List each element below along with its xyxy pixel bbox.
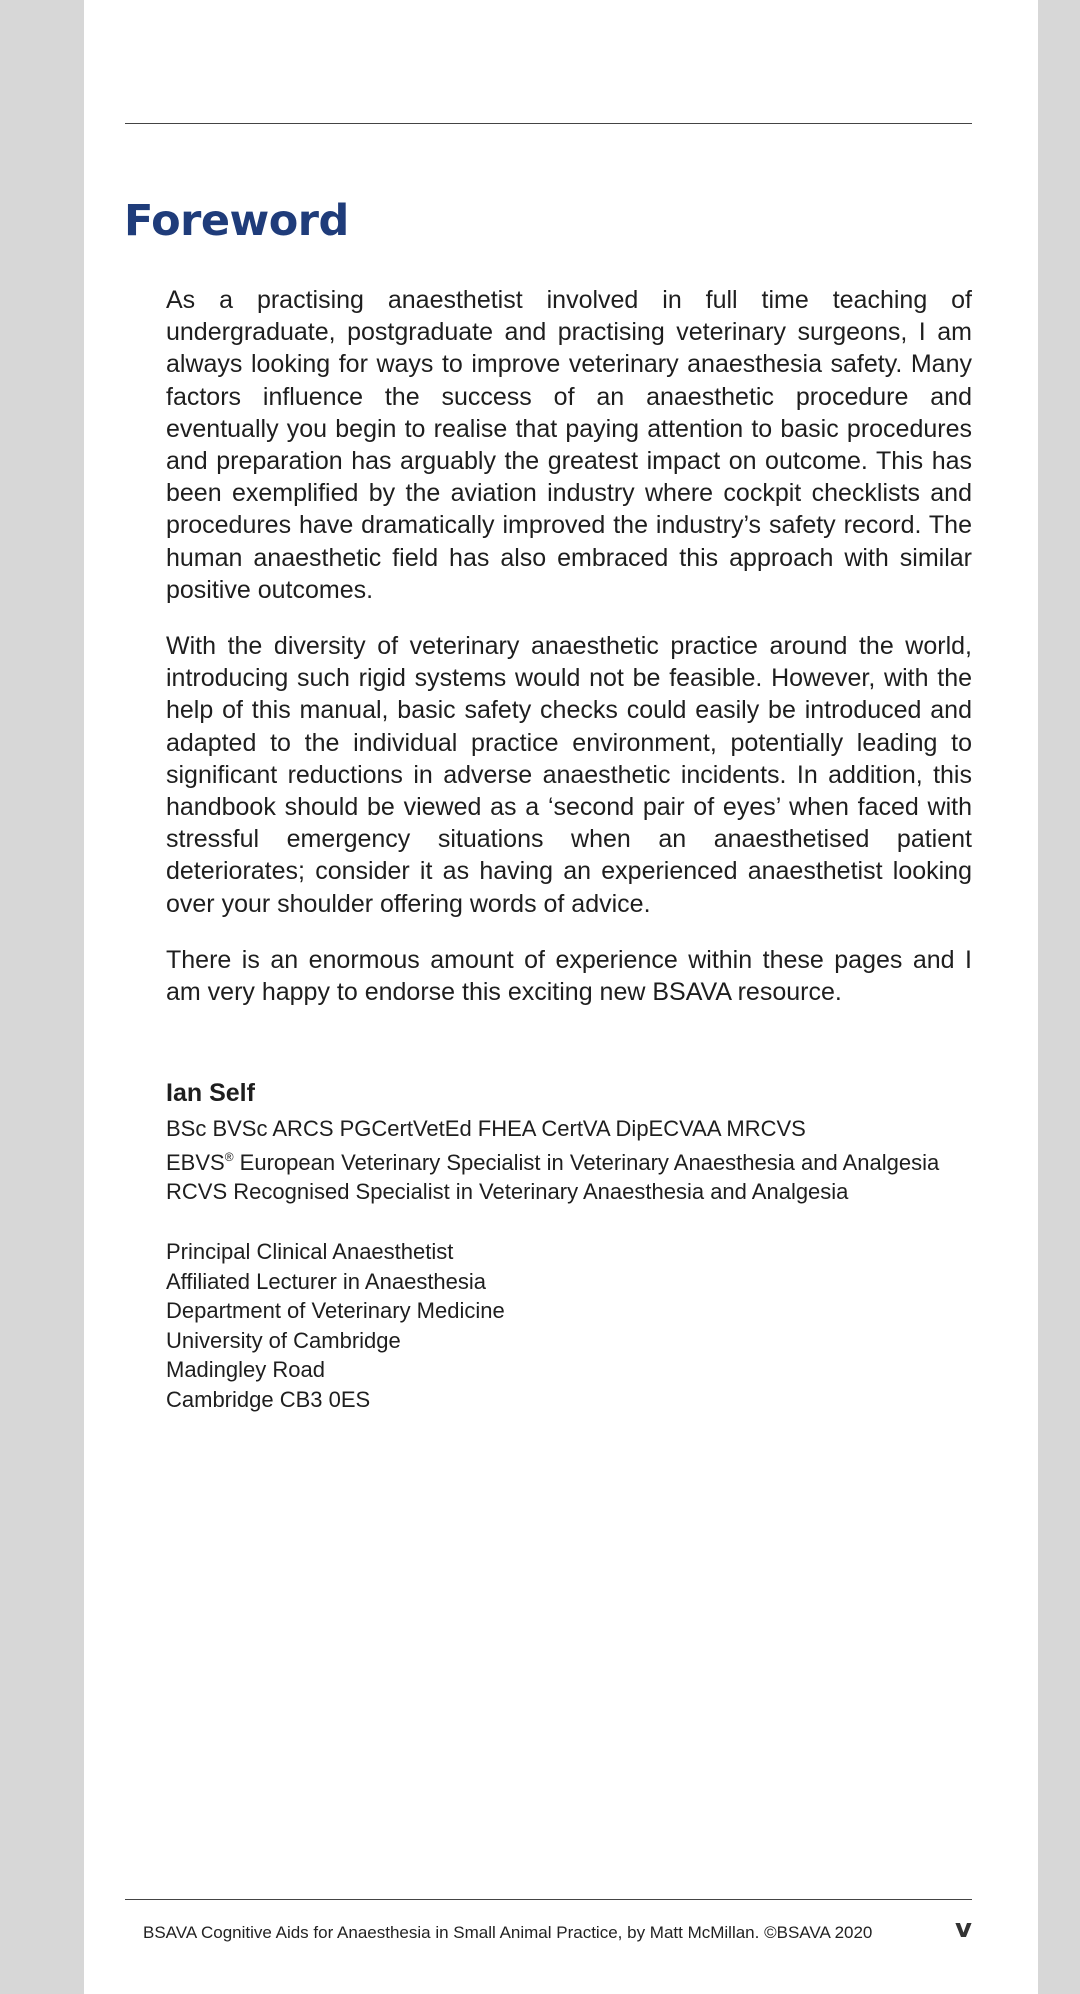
author-rcvs-specialism: RCVS Recognised Specialist in Veterinary Anaesthesia and Analgesia [166,1179,849,1204]
paragraph-3: There is an enormous amount of experience within these pages and I am very happy to endorse this exciting new BSAVA resource. [166,945,972,1007]
page-heading: Foreword [124,196,349,246]
document-page [84,0,1038,1994]
address-line: Principal Clinical Anaesthetist [166,1239,454,1264]
foreword-body [166,284,972,1032]
footer-rule [125,1899,972,1900]
address-line: Cambridge CB3 0ES [166,1386,371,1412]
author-qualifications: BSc BVSc ARCS PGCertVetEd FHEA CertVA DipECVAA MRCVS [166,1116,806,1141]
address-line: Affiliated Lecturer in Anaesthesia [166,1268,487,1294]
address-line: Department of Veterinary Medicine [166,1298,505,1323]
paragraph-2: With the diversity of veterinary anaesthetic practice around the world, introducing such rigid systems would not be feasible. However, with the help of this manual, basic safety checks could easily be introduced and adapted to the individual practice environment, potentially leading to significant reductions in adverse anaesthetic incidents. In addition, this handbook should be viewed as a ‘second pair of eyes’ when faced with stressful emergency situations when an anaesthetised patient deteriorates; consider it as having an experienced anaesthetist looking over your shoulder offering words of advice. [166,632,972,918]
address-line: Madingley Road [166,1357,325,1382]
footer-citation: BSAVA Cognitive Aids for Anaesthesia in Small Animal Practice, by Matt McMillan. ©BSAVA 2020 [143,1923,873,1942]
top-rule [125,123,972,124]
signature-block [166,1078,972,1414]
page-number: v [955,1914,972,1944]
address-line: University of Cambridge [166,1327,401,1353]
author-address [166,1237,972,1414]
ebvs-title: European Veterinary Specialist in Veterinary Anaesthesia and Analgesia [233,1150,940,1175]
ebvs-prefix: EBVS [166,1150,225,1175]
registered-mark: ® [224,1150,234,1164]
author-name: Ian Self [166,1079,255,1107]
author-ebvs-specialism [166,1143,972,1177]
paragraph-1: As a practising anaesthetist involved in full time teaching of undergraduate, postgraduate and practising veterinary surgeons, I am always looking for ways to improve veterinary anaesthesia safety. Many factors influence the success of an anaesthetic procedure and eventually you begin to realise that paying attention to basic procedures and preparation has arguably the greatest impact on outcome. This has been exemplified by the aviation industry where cockpit checklists and procedures have dramatically improved the industry’s safety record. The human anaesthetic field has also embraced this approach with similar positive outcomes. [166,286,972,604]
